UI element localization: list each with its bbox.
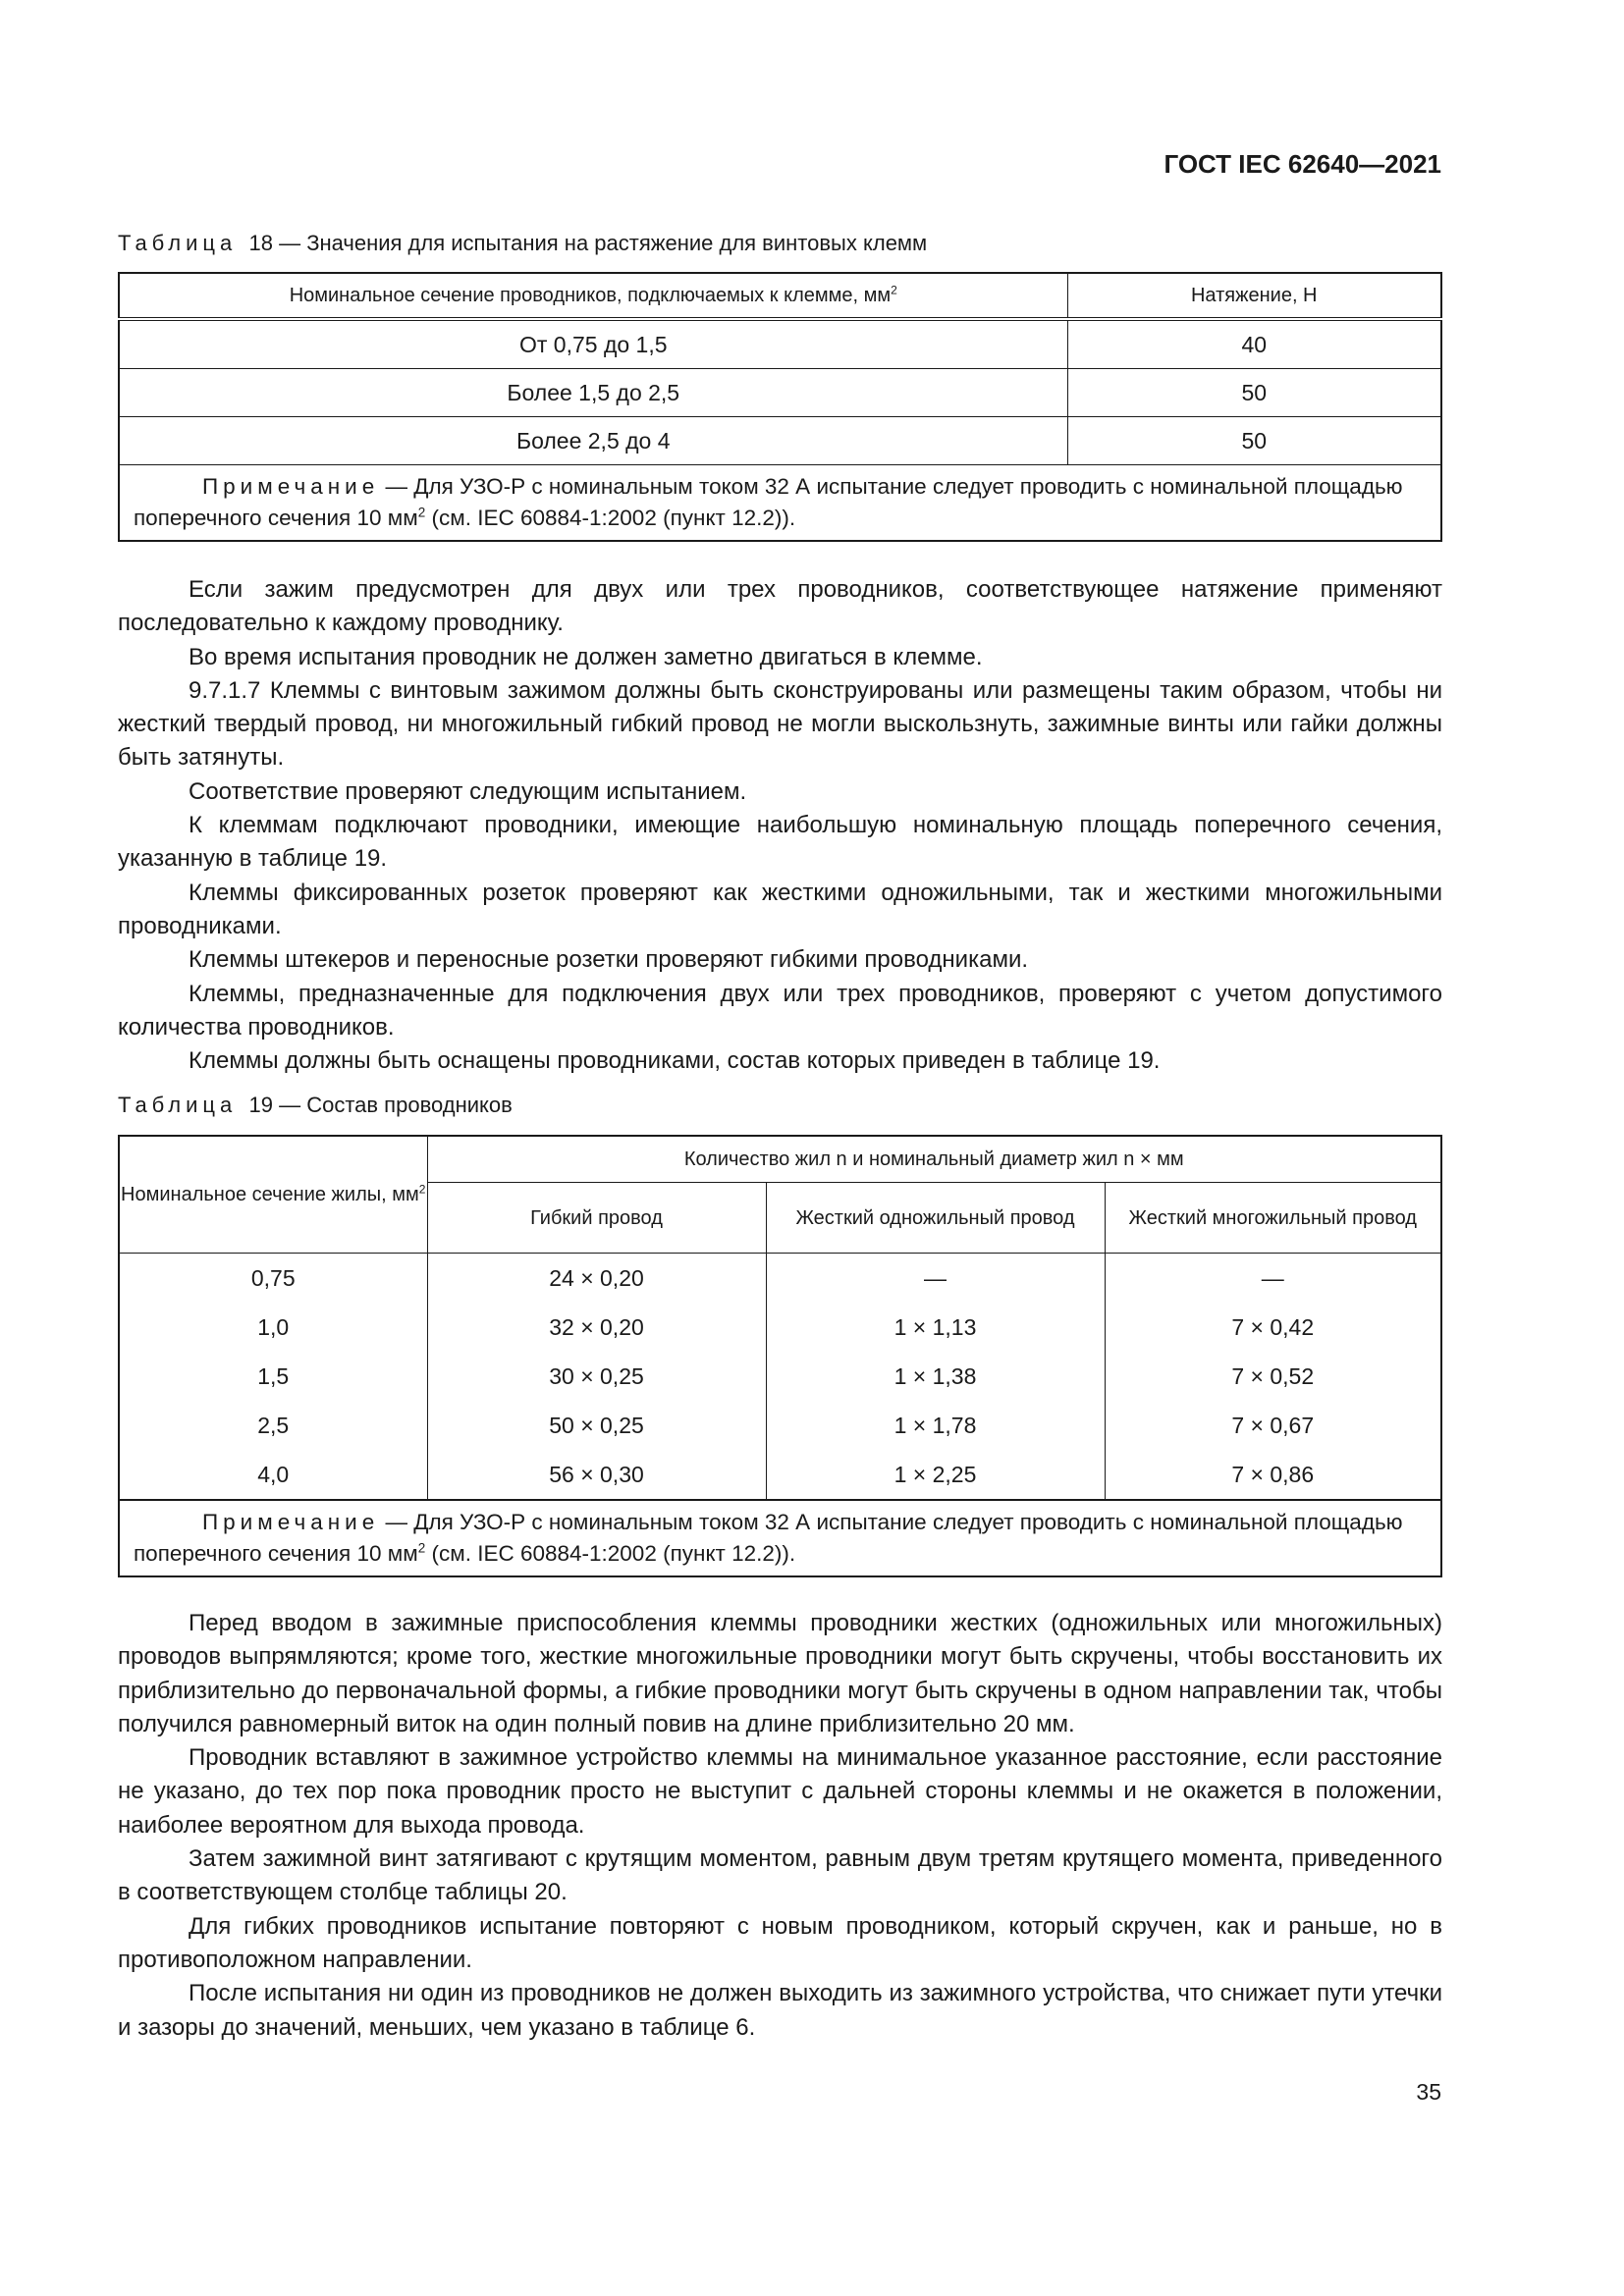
table-19-title: 19 — Состав проводников	[248, 1093, 513, 1117]
table-label: Таблица	[118, 1093, 238, 1117]
table-cell: 24 × 0,20	[427, 1254, 766, 1304]
table-cell: 0,75	[119, 1254, 427, 1304]
paragraph: Затем зажимной винт затягивают с крутящим моментом, равным двум третям крутящего момента, приведенного в соответствующем столбце таблицы 20.	[118, 1845, 1442, 1906]
table-19	[118, 1135, 1442, 1577]
table-18-caption	[118, 231, 927, 256]
table-cell: 40	[1067, 319, 1441, 369]
table-18-note: Примечание — Для УЗО-Р с номинальным током 32 А испытание следует проводить с номинальной площадью поперечного сечения 10 $мм^2$ (см. IEC 60884-1:2002 (пункт 12.2)).	[119, 465, 1441, 542]
paragraph: Соответствие проверяют следующим испытанием.	[189, 777, 747, 805]
table-18	[118, 272, 1442, 542]
table-19-header-solid: Жесткий одножильный провод	[766, 1183, 1105, 1254]
table-row	[119, 417, 1441, 465]
table-cell: 50 × 0,25	[427, 1401, 766, 1450]
table-cell: 7 × 0,52	[1105, 1352, 1441, 1401]
paragraph: Во время испытания проводник не должен заметно двигаться в клемме.	[189, 643, 983, 670]
table-cell: 1,5	[119, 1352, 427, 1401]
body-text-section-1	[118, 573, 1442, 1078]
table-cell: 1,0	[119, 1303, 427, 1352]
table-cell: 7 × 0,42	[1105, 1303, 1441, 1352]
table-cell: 7 × 0,86	[1105, 1450, 1441, 1500]
table-19-header-flexible: Гибкий провод	[427, 1183, 766, 1254]
table-cell: 50	[1067, 369, 1441, 417]
table-row	[119, 1450, 1441, 1500]
body-text-section-2	[118, 1607, 1442, 2045]
table-row	[119, 1352, 1441, 1401]
table-cell: 1 × 1,38	[766, 1352, 1105, 1401]
table-cell: 56 × 0,30	[427, 1450, 766, 1500]
paragraph: После испытания ни один из проводников не должен выходить из зажимного устройства, что снижает пути утечки и зазоры до значений, меньших, чем указано в таблице 6.	[118, 1980, 1442, 2041]
page-number: 35	[1416, 2079, 1441, 2105]
paragraph: Клеммы, предназначенные для подключения двух или трех проводников, проверяют с учетом допустимого количества проводников.	[118, 980, 1442, 1041]
table-row	[119, 369, 1441, 417]
paragraph: Клеммы должны быть оснащены проводниками, состав которых приведен в таблице 19.	[189, 1047, 1161, 1075]
paragraph: К клеммам подключают проводники, имеющие наибольшую номинальную площадь поперечного сечения, указанную в таблице 19.	[118, 812, 1442, 873]
table-19-header-group: Количество жил n и номинальный диаметр жил n × мм	[427, 1136, 1441, 1183]
table-cell: От 0,75 до 1,5	[119, 319, 1067, 369]
paragraph: Если зажим предусмотрен для двух или трех проводников, соответствующее натяжение применяют последовательно к каждому проводнику.	[118, 576, 1442, 637]
table-cell: 7 × 0,67	[1105, 1401, 1441, 1450]
table-cell: 32 × 0,20	[427, 1303, 766, 1352]
table-19-note: Примечание — Для УЗО-Р с номинальным током 32 А испытание следует проводить с номинальной площадью поперечного сечения 10 $мм^2$ (см. IEC 60884-1:2002 (пункт 12.2)).	[119, 1500, 1441, 1576]
table-cell: 50	[1067, 417, 1441, 465]
table-cell: Более 2,5 до 4	[119, 417, 1067, 465]
table-cell: —	[1105, 1254, 1441, 1304]
table-cell: 1 × 1,78	[766, 1401, 1105, 1450]
table-row	[119, 1303, 1441, 1352]
paragraph: Проводник вставляют в зажимное устройство клеммы на минимальное указанное расстояние, если расстояние не указано, до тех пор пока проводник просто не выступит с дальней стороны клеммы и не окажется в положении, наиболее вероятном для выхода провода.	[118, 1744, 1442, 1839]
table-row	[119, 319, 1441, 369]
table-row	[119, 1254, 1441, 1304]
paragraph: Клеммы штекеров и переносные розетки проверяют гибкими проводниками.	[189, 946, 1029, 974]
table-cell: 30 × 0,25	[427, 1352, 766, 1401]
table-cell: 1 × 2,25	[766, 1450, 1105, 1500]
table-19-header-stranded: Жесткий многожильный провод	[1105, 1183, 1441, 1254]
table-18-header-section: Номинальное сечение проводников, подключаемых к клемме, $мм^2$	[119, 273, 1067, 319]
table-18-title: 18 — Значения для испытания на растяжение для винтовых клемм	[248, 231, 928, 255]
table-cell: 1 × 1,13	[766, 1303, 1105, 1352]
paragraph: Перед вводом в зажимные приспособления клеммы проводники жестких (одножильных или многожильных) проводов выпрямляются; кроме того, жесткие многожильные проводники могут быть скручены, чтобы восстановить их приблизительно до первоначальной формы, а гибкие проводники могут быть скручены в одном направлении так, чтобы получился равномерный виток на один полный повив на длине приблизительно 20 мм.	[118, 1610, 1442, 1737]
paragraph: Для гибких проводников испытание повторяют с новым проводником, который скручен, как и раньше, но в противоположном направлении.	[118, 1912, 1442, 1973]
table-cell: Более 1,5 до 2,5	[119, 369, 1067, 417]
paragraph: Клеммы фиксированных розеток проверяют как жесткими одножильными, так и жесткими многожильными проводниками.	[118, 879, 1442, 939]
table-cell: 4,0	[119, 1450, 427, 1500]
paragraph: 9.7.1.7 Клеммы с винтовым зажимом должны быть сконструированы или размещены таким образом, чтобы ни жесткий твердый провод, ни многожильный гибкий провод не могли выскользнуть, зажимные винты или гайки должны быть затянуты.	[118, 676, 1442, 772]
table-cell: —	[766, 1254, 1105, 1304]
table-18-header-tension: Натяжение, Н	[1067, 273, 1441, 319]
table-cell: 2,5	[119, 1401, 427, 1450]
table-19-caption	[118, 1093, 513, 1118]
table-label: Таблица	[118, 231, 238, 255]
table-19-header-section: Номинальное сечение жилы, $мм^2$	[119, 1136, 427, 1254]
table-row	[119, 1401, 1441, 1450]
document-header-title: ГОСТ IEC 62640—2021	[1164, 149, 1441, 179]
